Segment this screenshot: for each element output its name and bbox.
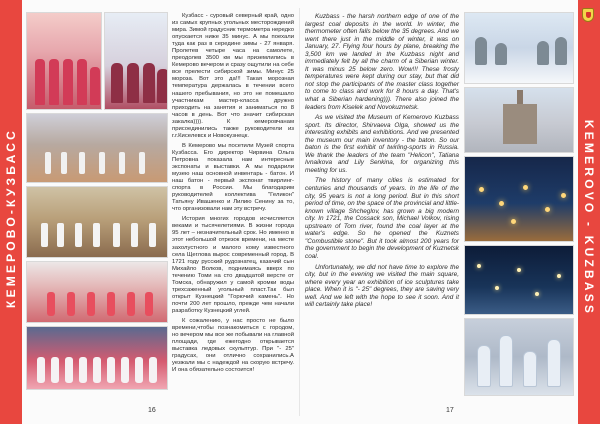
- ru-paragraph-1: Кузбасс - суровый северный край, одно из самых крупных угольных месторождений мира. Зимой градусник термометра нередко опускается ниже 35 минус. А мы поехали туда как раз в середине зимы - 27 января. Пролетев четыре часа на самолете, преодолев 3500 км мы приземлились в Кемерово вечером и сразу ощутили на себе все прелести сибирской зимы. Минус 25 мороза. Вот это да!!! Такая морозная температура держалась в течении всего нашего пребывания, но это не помешало участникам мастер-класса дружно приходить на занятия и заниматься по 8 часов в день. Вот что значит сибирская закалка)))). К кемеровчанам присоединились также руководители из г.г.Киселевск и Новокузнецк.: [172, 13, 294, 139]
- photo-museum-visit: [26, 261, 168, 323]
- page-number-right: 17: [446, 407, 454, 414]
- article-english: [305, 13, 459, 309]
- ru-paragraph-3: История многих городов исчисляется веками и тысячелетиями. В жизни города 95 лет – незначительный срок. Но именно в этот небольшой отрезок времени, на месте захолустного и малого кому известного села Щеглова вырос современный город. В 1721 году русский рудознатец, казачий сын Михайло Волков, поднимаясь вверх по течению Томи на сто двадцатой версте от Томска, обнаружил у самой кромки воды трехсаженный угольный пласт.Так был открыт Кузнецкий "Горючий камень". Но почти 200 лет прошло, прежде чем начали разработку Кузнецкий углей.: [172, 216, 294, 314]
- photo-city-building: [464, 87, 574, 153]
- photo-dancers-with-medals: [26, 12, 102, 110]
- photo-team-group: [26, 326, 168, 390]
- photo-group-portrait: [104, 12, 168, 110]
- ru-paragraph-2: В Кемерово мы посетили Музей спорта Кузбасса. Его директор Чирвина Ольга Петровна показала нам интересные экспонаты и выставки. А мы подарили музею наш основной инвентарь - батон. И наш батон - первый экспонат твирлинг-спорта в России. Мы благодарим руководителей коллектива "Геликон" Татьяну Ивашенко и Лилию Сенину за то, что организовали нам эту встречу.: [172, 142, 294, 213]
- photo-night-square: [464, 156, 574, 242]
- article-russian: [172, 13, 294, 374]
- en-paragraph-2: As we visited the Museum of Kemerovo Kuzbass sport. Its director, Shirvaeva Olga, showed us the interesting exhibits and exhibitions. And we presented the museum our main inventory - the baton. So our baton is the first exhibit of twirling-sports in Russia. We thank the leaders of the team "Helicon", Tatiana Ivnaikova and Lily Senkina, for organizing this meeting for us.: [305, 114, 459, 174]
- right-band-title: KEMEROVO - KUZBASS: [582, 119, 596, 317]
- page-number-left: 16: [148, 407, 156, 414]
- en-paragraph-3: The history of many cities is estimated for centuries and thousands of years. In the life of the city, 95 years is not a long period. But in this short period of time, on the space of the provincial and little-known village Shcheglov, has grown a big modern city. In 1721, the Cossack son, Michael Volkov, rising upstream of Tom river, found the coal layer at the water's edge. So he opened the Kuznets "Combustible stone". But it took almost 200 years for the government to begin the development of Kuznetsk coal.: [305, 177, 459, 260]
- photo-gym-class: [26, 186, 168, 258]
- left-band-title: КЕМЕРОВО-КУЗБАСС: [4, 128, 18, 308]
- en-paragraph-1: Kuzbass - the harsh northern edge of one of the largest coal deposits in the world. In winter, the thermometer often falls below the 35 degrees. And we went there just in the middle of winter, it was on January, 27. Flying four hours by plane, breaking the 3,500 km we landed in the Kuzbass night and immediately felt by all the charm of a Siberian winter. It was minus 25 below zero. Wow!!! These frosty temperatures were kept during our stay, but that did not stop the participants of the master class together to come to class and work for 8 hours a day. That's what a Siberian hardening))). There also joined the leaders from Kiselek and Novokuznetsk.: [305, 13, 459, 111]
- coat-of-arms-icon: [582, 8, 594, 22]
- photo-ice-sculptures-night: [464, 245, 574, 315]
- photo-snowy-park: [464, 12, 574, 84]
- photo-ice-sculptures: [464, 318, 574, 396]
- right-side-band: [578, 0, 600, 424]
- left-side-band: [0, 0, 22, 424]
- page-gutter: [299, 8, 300, 416]
- en-paragraph-4: Unfortunately, we did not have time to explore the city, but in the evening we visited the main square, where every year an exhibition of ice sculptures take place. When it is "- 25" degrees, they are saving very well. And we left with the hope to see it soon. And it will certainly take place!: [305, 263, 459, 309]
- photo-training-hall: [26, 113, 168, 183]
- ru-paragraph-4: К сожалению, у нас просто не было времени,чтобы познакомиться с городом, но вечером мы все же побывали на главной площади, где ежегодно открывается выставка ледовых скульптур. При "- 25" градусах, они отлично сохранились.А уезжали мы с надеждой на скорую встречу. И она обязательно состоится!: [172, 317, 294, 374]
